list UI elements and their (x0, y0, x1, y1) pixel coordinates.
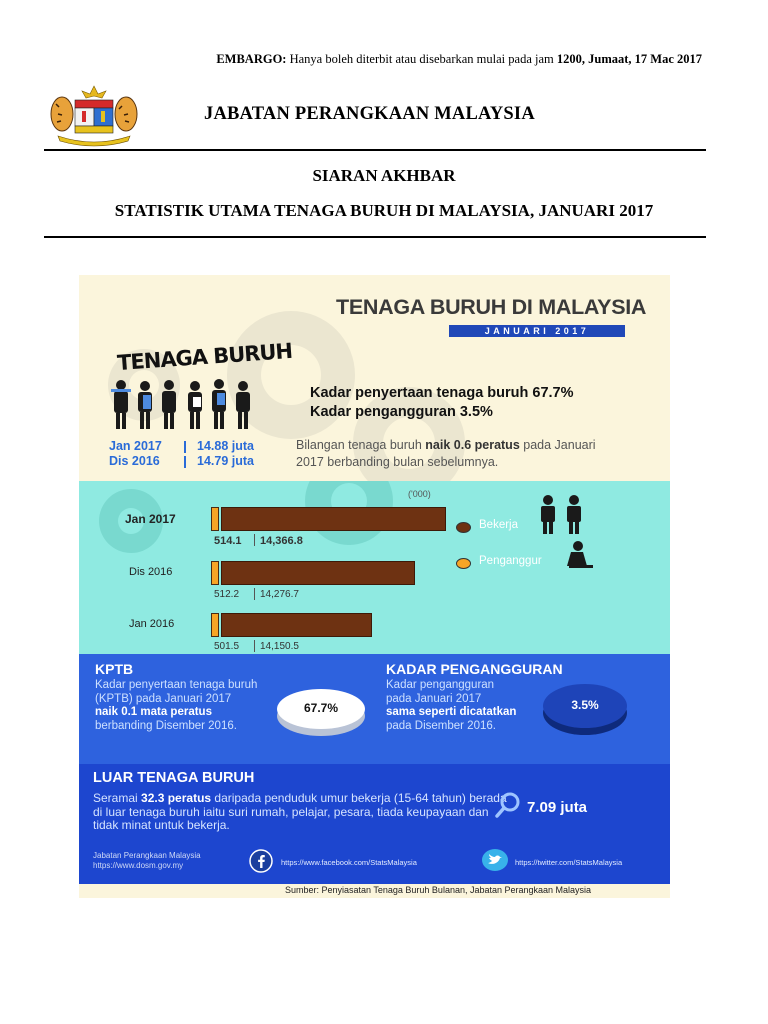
bar-bekerja (221, 613, 372, 637)
kptb-bold: naik 0.1 mata peratus (95, 706, 212, 718)
twitter-link[interactable]: https://twitter.com/StatsMalaysia (515, 858, 623, 867)
infographic-title: TENAGA BURUH DI MALAYSIA (336, 295, 647, 319)
bar-penganggur (211, 507, 219, 531)
legend-swatch-bekerja (456, 522, 471, 533)
desc-part-2: pada Januari 2017 berbanding bulan sebelumnya. (296, 438, 596, 469)
luar-part-1: Seramai (93, 791, 142, 805)
bar-category-label: Dis 2016 (129, 566, 173, 578)
legend-label-bekerja: Bekerja (479, 519, 518, 531)
footer-org-url[interactable]: https://www.dosm.gov.my (93, 861, 184, 870)
bar-value-bekerja: 14,366.8 (260, 535, 303, 547)
chart-unit-label: ('000) (408, 489, 431, 499)
bar-value-separator (254, 588, 255, 600)
bar-category-label: Jan 2016 (129, 618, 175, 630)
labour-force-description (296, 437, 626, 471)
outside-labour-force-section (79, 764, 670, 898)
bar-chart-section (79, 481, 670, 654)
unemployment-rate-stat: Kadar pengangguran 3.5% (310, 404, 493, 420)
unemployment-line: pada Januari 2017 (386, 692, 482, 705)
legend-label-penganggur: Penganggur (479, 555, 542, 567)
footer-org-name: Jabatan Perangkaan Malaysia (93, 851, 201, 860)
desc-bold: naik 0.6 peratus (425, 438, 520, 452)
bottom-rule (44, 236, 706, 238)
bar-bekerja (221, 507, 446, 531)
press-release-label: SIARAN AKHBAR (312, 166, 456, 185)
bar-category-label: Jan 2017 (125, 512, 176, 526)
unemployment-line: pada Disember 2016. (386, 719, 496, 732)
tenaga-buruh-wordmark: TENAGA BURUH (116, 338, 293, 376)
magnifier-icon (495, 792, 521, 818)
bar-bekerja (221, 561, 415, 585)
luar-bold: 32.3 peratus (141, 791, 212, 805)
source-note: Sumber: Penyiasatan Tenaga Buruh Bulanan, Jabatan Perangkaan Malaysia (285, 885, 592, 895)
unemployment-value: 3.5% (571, 698, 599, 712)
infographic-header-section (79, 275, 670, 481)
kptb-heading: KPTB (95, 661, 134, 677)
period-separator (184, 441, 186, 453)
kptb-value: 67.7% (303, 701, 339, 715)
legend-swatch-penganggur (456, 558, 471, 569)
kptb-line: Kadar penyertaan tenaga buruh (95, 679, 258, 691)
bar-penganggur (211, 561, 219, 585)
embargo-time: 1200, Jumaat, 17 Mac 2017 (556, 52, 702, 66)
bar-value-penganggur: 501.5 (214, 641, 240, 652)
embargo-label: EMBARGO: (216, 52, 287, 66)
facebook-link[interactable]: https://www.facebook.com/StatsMalaysia (281, 858, 417, 867)
kptb-section (79, 654, 670, 764)
outside-labour-force-value: 7.09 juta (527, 799, 588, 816)
kptb-line: (KPTB) pada Januari 2017 (95, 692, 232, 705)
bar-value-separator (254, 534, 255, 546)
outside-labour-force-description (93, 792, 513, 833)
labour-force-value: 14.79 juta (197, 454, 254, 468)
desc-part-1: Bilangan tenaga buruh (296, 438, 426, 452)
unemployment-bold: sama seperti dicatatkan (386, 706, 517, 718)
department-name: JABATAN PERANGKAAN MALAYSIA (204, 104, 535, 124)
unemployment-description (386, 679, 556, 733)
top-rule (44, 149, 706, 151)
unemployment-line: Kadar pengangguran (386, 679, 495, 691)
bar-value-bekerja: 14,276.7 (260, 589, 299, 600)
twitter-icon[interactable] (481, 848, 509, 872)
bar-penganggur (211, 613, 219, 637)
coat-of-arms-logo (48, 84, 140, 150)
period-separator (184, 456, 186, 468)
infographic (79, 275, 670, 898)
kptb-description (95, 679, 280, 733)
document-title: STATISTIK UTAMA TENAGA BURUH DI MALAYSIA, JANUARI 2017 (114, 201, 654, 220)
bar-value-bekerja: 14,150.5 (260, 641, 299, 652)
employee-and-unemployed-icon (531, 491, 601, 573)
workers-illustration-icon (107, 375, 277, 435)
participation-rate-stat: Kadar penyertaan tenaga buruh 67.7% (310, 385, 574, 401)
labour-force-value: 14.88 juta (197, 439, 254, 453)
bar-value-penganggur: 514.1 (214, 535, 242, 547)
embargo-text: Hanya boleh diterbit atau disebarkan mulai pada jam (286, 52, 557, 66)
bar-value-separator (254, 640, 255, 652)
infographic-month: JANUARI 2017 (449, 325, 625, 337)
bar-value-penganggur: 512.2 (214, 589, 240, 600)
source-bar (79, 884, 670, 898)
luar-part-2: daripada penduduk umur bekerja (15-64 tahun) berada di luar tenaga buruh iaitu suri rumah, pelajar, pesara, tiada keupayaan dan tidak minat untuk bekerja. (93, 791, 507, 832)
facebook-icon[interactable] (249, 849, 273, 873)
footer-organisation (93, 851, 201, 871)
labour-force-period: Dis 2016 (109, 454, 160, 468)
kptb-line: berbanding Disember 2016. (95, 719, 237, 732)
labour-force-period: Jan 2017 (109, 439, 162, 453)
embargo-notice (216, 52, 702, 67)
outside-labour-force-heading: LUAR TENAGA BURUH (93, 770, 255, 786)
unemployment-heading: KADAR PENGANGGURAN (386, 661, 563, 677)
